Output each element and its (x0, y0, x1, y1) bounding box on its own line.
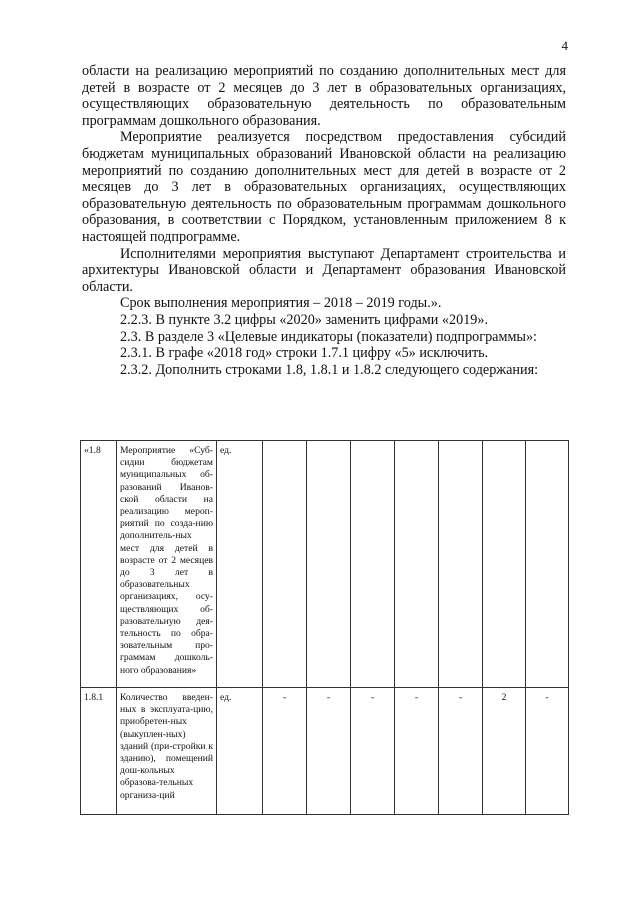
row-value: - (351, 688, 395, 815)
table-row (81, 688, 569, 815)
document-body (82, 63, 566, 378)
paragraph-6: 2.3. В разделе 3 «Целевые индикаторы (показатели) подпрограммы»: (120, 328, 537, 345)
row-number: 1.8.1 (81, 688, 117, 815)
row-number: «1.8 (81, 441, 117, 688)
paragraph-5: 2.2.3. В пункте 3.2 цифры «2020» заменить цифрами «2019». (120, 311, 489, 328)
row-value (263, 441, 307, 688)
paragraph-2: Мероприятие реализуется посредством предоставления субсидий бюджетам муниципальных образований Ивановской области на реализацию мероприятий по созданию дополнительных мест для детей в возрасте от 2 месяцев до 3 лет в образовательных организациях, осуществляющих образовательную деятельность по образовательным программам дошкольного образования, в соответствии с Порядком, установленным приложением 8 к настоящей подпрограмме. (82, 129, 566, 245)
row-value (351, 441, 395, 688)
row-value: - (526, 688, 569, 815)
row-value: 2 (483, 688, 526, 815)
paragraph-1: области на реализацию мероприятий по созданию дополнительных мест для детей в возрасте от 2 месяцев до 3 лет в образовательных организациях, осуществляющих образовательную деятельность по образовательным программам дошкольного образования. (82, 63, 566, 129)
row-value (526, 441, 569, 688)
row-name: Мероприятие «Суб-сидии бюджетам муниципальных об-разований Иванов-ской области на реализацию мероп-риятий по созда-нию дополнитель-ных мест для детей в возрасте от 2 месяцев до 3 лет в образовательных организациях, осу-ществляющих об-разовательную дея-тельность по обра-зовательным про-граммам дошколь-ного образования» (117, 441, 217, 688)
row-value (307, 441, 351, 688)
paragraph-7: 2.3.1. В графе «2018 год» строки 1.7.1 цифру «5» исключить. (120, 345, 489, 362)
row-unit: ед. (217, 688, 263, 815)
row-value (395, 441, 439, 688)
page-number: 4 (561, 38, 568, 53)
row-name: Количество введен-ных в эксплуата-цию, приобретен-ных (выкуплен-ных) зданий (при-стройки к зданию), помещений дош-кольных образова-тельных организа-ций (117, 688, 217, 815)
paragraph-8: 2.3.2. Дополнить строками 1.8, 1.8.1 и 1.8.2 следующего содержания: (120, 361, 539, 378)
table-row (81, 441, 569, 688)
row-value: - (307, 688, 351, 815)
row-value: - (263, 688, 307, 815)
row-value (483, 441, 526, 688)
row-value: - (439, 688, 483, 815)
paragraph-3: Исполнителями мероприятия выступают Департамент строительства и архитектуры Ивановской области и Департамент образования Ивановской области. (82, 245, 566, 295)
row-value (439, 441, 483, 688)
row-value: - (395, 688, 439, 815)
indicators-table (80, 440, 569, 815)
row-unit: ед. (217, 441, 263, 688)
paragraph-4: Срок выполнения мероприятия – 2018 – 2019 годы.». (120, 295, 442, 312)
